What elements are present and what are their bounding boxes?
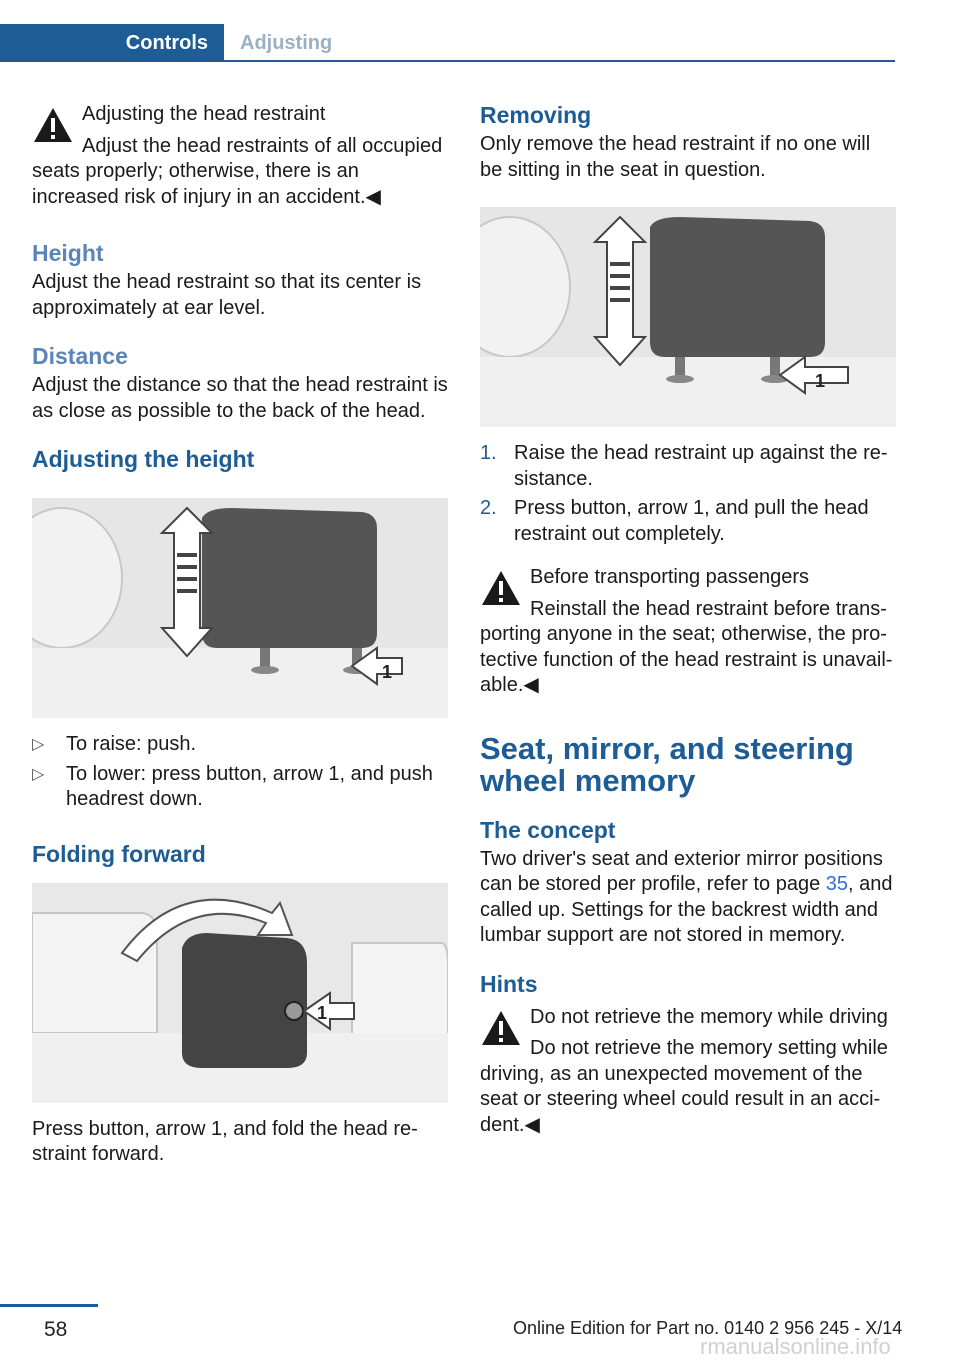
page-header xyxy=(0,0,895,62)
tab-controls[interactable]: Controls xyxy=(0,24,224,62)
heading-concept: The concept xyxy=(480,816,616,843)
section-removing xyxy=(480,100,896,183)
section-distance xyxy=(32,341,448,424)
figure-callout-label: 1 xyxy=(382,662,393,682)
heading-distance: Distance xyxy=(32,343,128,369)
removing-steps xyxy=(480,441,896,547)
warning-text-rest: porting anyone in the seat; otherwise, the pro‐tective function of the head restraint is unavail‐able.◀ xyxy=(480,623,893,696)
figure-adjusting-height xyxy=(32,498,448,718)
watermark-text: rmanualsonline.info xyxy=(700,1334,891,1359)
heading-hints: Hints xyxy=(480,970,538,997)
step-number: 1. xyxy=(480,442,497,464)
heading-folding-forward: Folding forward xyxy=(32,840,206,867)
removing-text: Only remove the head restraint if no one will be sitting in the seat in question. xyxy=(480,133,871,181)
warning-title: Do not retrieve the memory while driving xyxy=(530,1005,888,1028)
right-column xyxy=(480,100,896,1166)
list-item: ▷ To raise: push. xyxy=(32,732,448,758)
step-number: 2. xyxy=(480,497,497,519)
warning-title: Adjusting the head restraint xyxy=(82,103,326,125)
warning-adjusting-head-restraint xyxy=(32,102,448,210)
warning-triangle-icon xyxy=(32,106,74,144)
warning-text-first: Adjust the head restraints of all occupied xyxy=(82,134,443,157)
page-number: 58 xyxy=(44,1318,68,1341)
warning-text-rest: seats properly; otherwise, there is an increased risk of injury in an accident.◀ xyxy=(32,160,381,208)
list-item: 2. Press button, arrow 1, and pull the head restraint out completely. xyxy=(480,497,869,545)
warning-text-rest: driving, as an unexpected movement of the seat or steering wheel could result in an acci‐dent.◀ xyxy=(480,1062,881,1136)
warning-memory-while-driving xyxy=(480,1005,896,1139)
concept-text: Two driver's seat and exterior mirror positions can be stored per profile, refer to page 35, and called up. Settings for the backrest width and lumbar support are not stored in memory. xyxy=(480,847,893,946)
folding-text: Press button, arrow 1, and fold the head restraint forward. xyxy=(32,1117,418,1165)
header-rule xyxy=(0,60,895,62)
warning-text-first: Do not retrieve the memory setting while xyxy=(530,1037,888,1059)
list-item: ▷ To lower: press button, arrow 1, and push headrest down. xyxy=(32,762,433,810)
heading-memory: Seat, mirror, and steering wheel memory xyxy=(480,730,854,798)
page-reference-link[interactable]: 35 xyxy=(825,873,849,895)
figure-folding-forward xyxy=(32,883,448,1103)
list-item: 1. Raise the head restraint up against the resistance. xyxy=(480,442,888,490)
section-concept xyxy=(480,815,896,949)
heading-adjusting-height: Adjusting the height xyxy=(32,446,255,472)
figure-removing xyxy=(480,207,896,427)
section-height xyxy=(32,238,448,321)
figure-callout-label: 1 xyxy=(815,371,826,391)
heading-height: Height xyxy=(32,240,104,266)
warning-text-first: Reinstall the head restraint before trans‐ xyxy=(530,597,887,620)
warning-transporting-passengers xyxy=(480,565,896,699)
adjust-height-list xyxy=(32,732,448,813)
heading-removing: Removing xyxy=(480,102,592,128)
warning-triangle-icon xyxy=(480,1009,522,1047)
footer-rule xyxy=(0,1304,98,1307)
warning-title: Before transporting passengers xyxy=(530,566,810,588)
distance-text: Adjust the distance so that the head restraint is as close as possible to the back of the head. xyxy=(32,374,448,422)
tab-adjusting[interactable]: Adjusting xyxy=(240,32,333,54)
left-column xyxy=(32,100,448,1168)
edition-text: Online Edition for Part no. 0140 2 956 245 - X/14 xyxy=(513,1318,903,1338)
triangle-bullet-icon: ▷ xyxy=(32,765,45,783)
height-text: Adjust the head restraint so that its center is approximately at ear level. xyxy=(32,271,422,319)
triangle-bullet-icon: ▷ xyxy=(32,736,45,753)
warning-triangle-icon xyxy=(480,569,522,607)
figure-callout-label: 1 xyxy=(317,1002,328,1023)
